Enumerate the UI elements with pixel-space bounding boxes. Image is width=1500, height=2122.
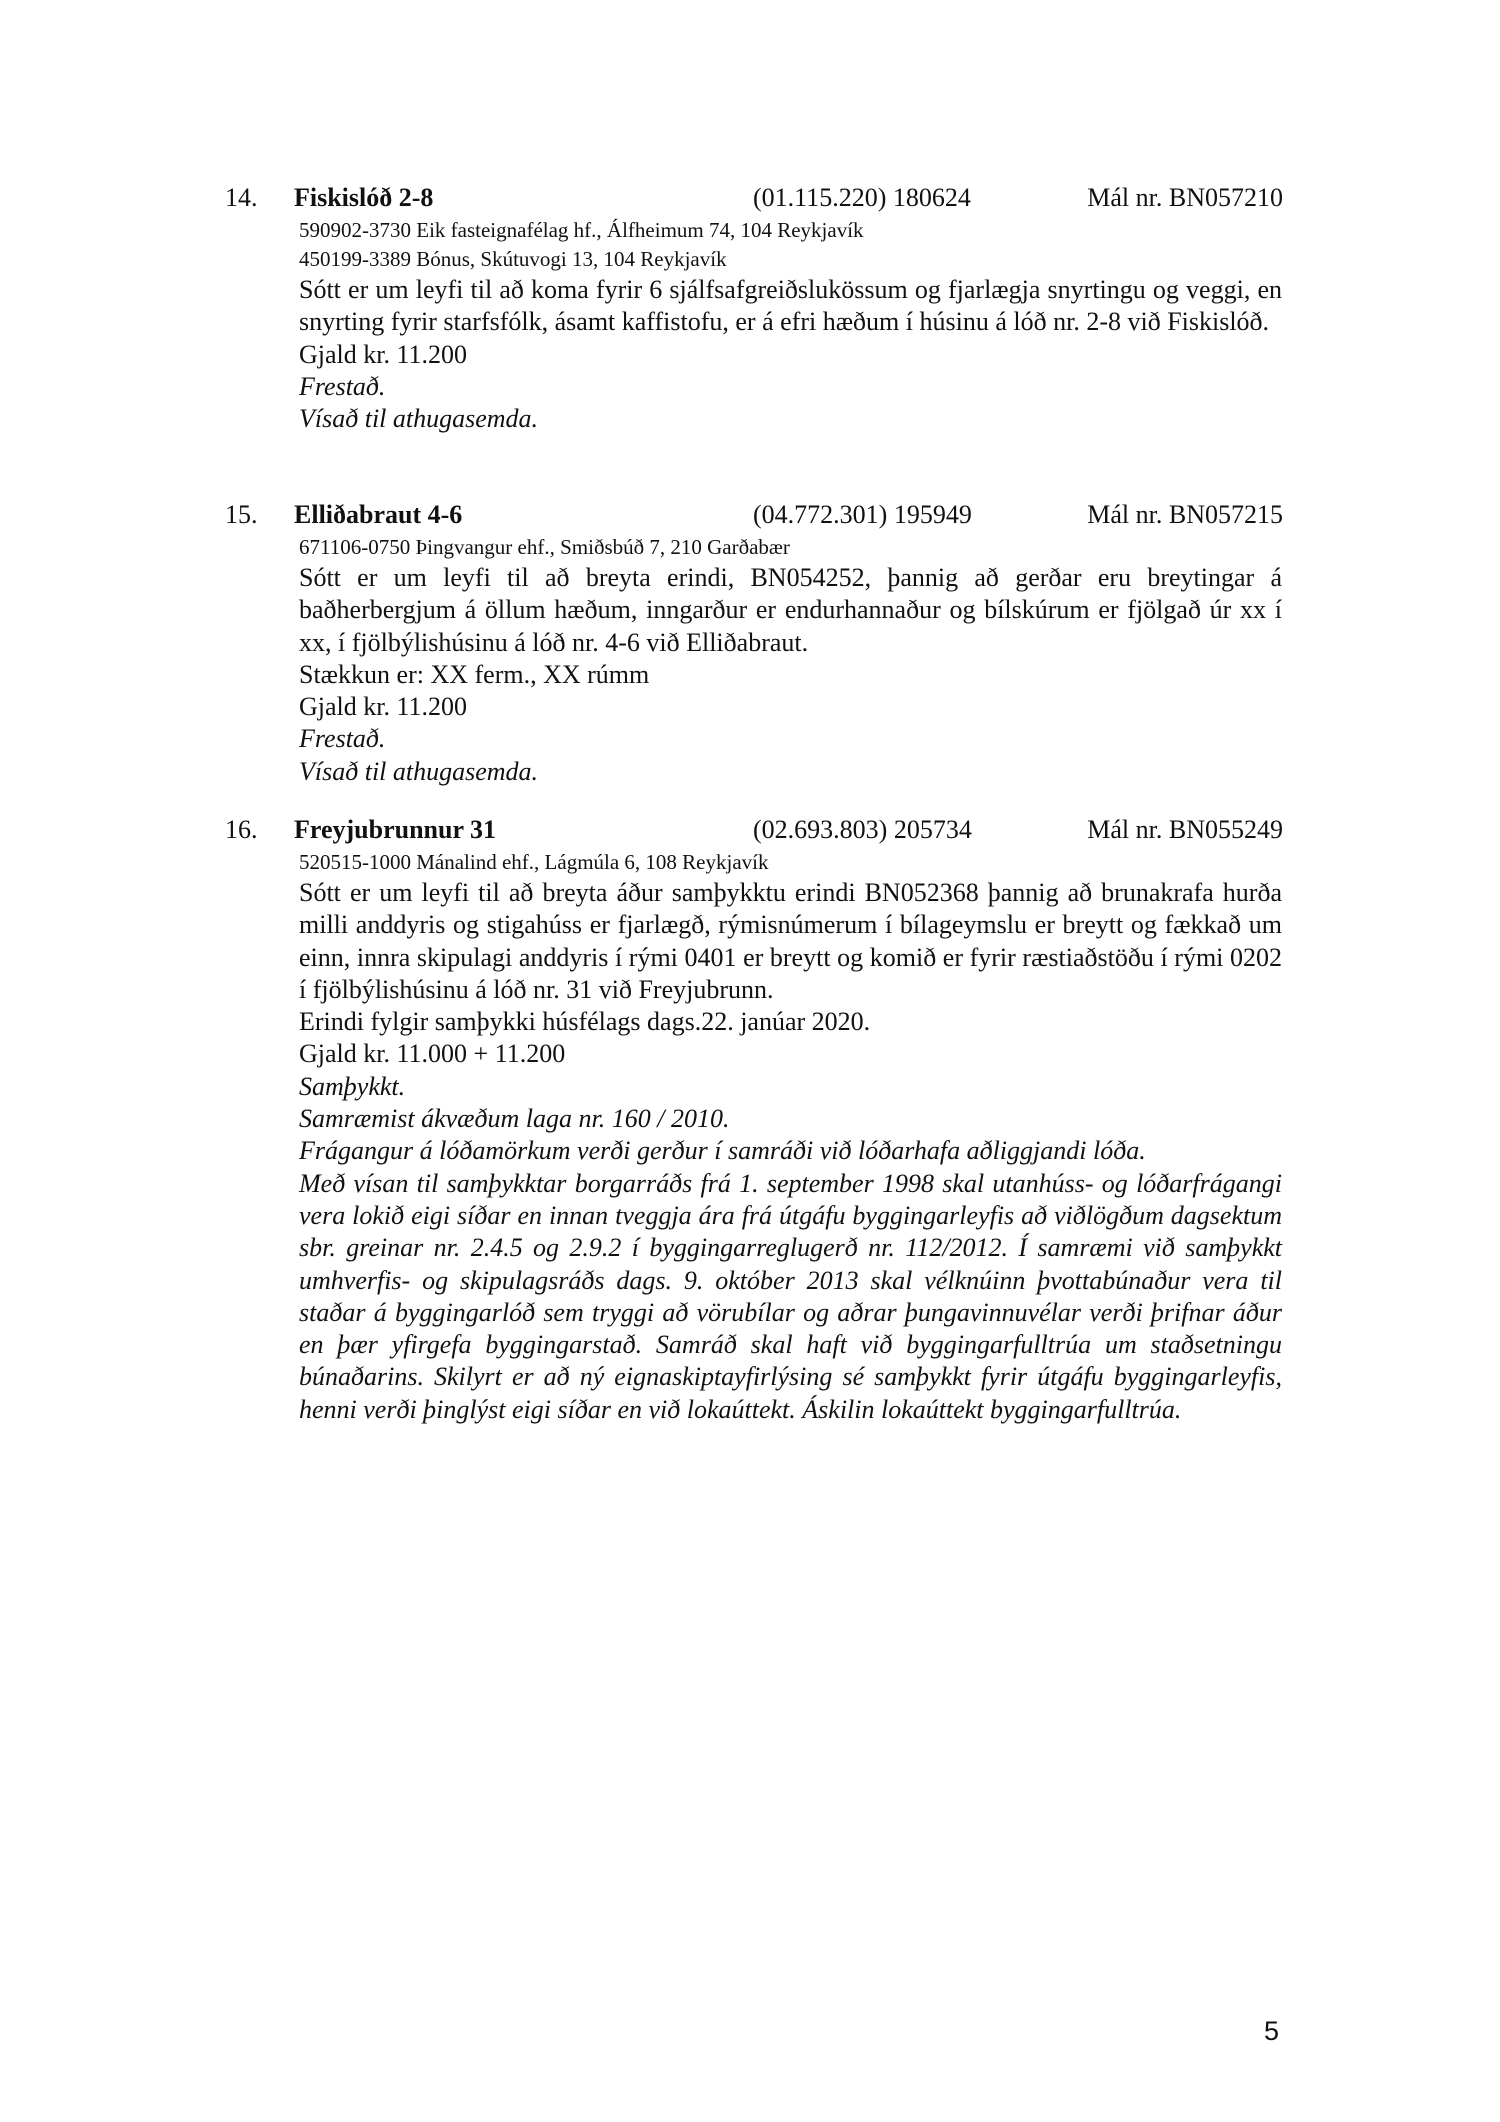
case-header bbox=[225, 812, 1285, 848]
case-number: 16. bbox=[225, 815, 258, 844]
case-reference: Mál nr. BN057215 bbox=[1087, 500, 1283, 529]
decision-line: Frestað. bbox=[299, 371, 386, 401]
case-number: 15. bbox=[225, 500, 258, 529]
case-15 bbox=[225, 497, 1285, 788]
decision-line: Frestað. bbox=[299, 724, 386, 754]
fee-line: Gjald kr. 11.200 bbox=[299, 692, 468, 722]
applicant-line: 450199-3389 Bónus, Skútuvogi 13, 104 Reykjavík bbox=[299, 247, 727, 271]
case-body bbox=[299, 848, 1282, 1426]
case-header bbox=[225, 497, 1285, 533]
land-id: (02.693.803) 205734 bbox=[753, 815, 972, 844]
case-number: 14. bbox=[225, 183, 258, 212]
case-description: Sótt er um leyfi til að koma fyrir 6 sjálfsafgreiðslukössum og fjarlægja snyrtingu og veggi, en snyrting fyrir starfsfólk, ásamt kaffistofu, er á efri hæðum í húsinu á lóð nr. 2-8 við Fiskislóð. bbox=[299, 275, 1282, 337]
remark-line: Vísað til athugasemda. bbox=[299, 756, 539, 786]
fee-line: Gjald kr. 11.200 bbox=[299, 339, 468, 369]
page-number: 5 bbox=[1264, 2016, 1280, 2046]
case-body bbox=[299, 533, 1282, 788]
decision-line: Samþykkt. bbox=[299, 1071, 406, 1101]
case-address: Freyjubrunnur 31 bbox=[294, 815, 497, 844]
case-14 bbox=[225, 180, 1285, 435]
condition-line: Frágangur á lóðamörkum verði gerður í samráði við lóðarhafa aðliggjandi lóða. bbox=[299, 1136, 1146, 1166]
case-header bbox=[225, 180, 1285, 216]
case-address: Fiskislóð 2-8 bbox=[294, 183, 434, 212]
case-description: Sótt er um leyfi til að breyta erindi, BN054252, þannig að gerðar eru breytingar á baðherbergjum á öllum hæðum, inngarður er endurhannaður og bílskúrum er fjölgað úr xx í xx, í fjölbýlishúsinu á lóð nr. 4-6 við Elliðabraut. bbox=[299, 563, 1282, 657]
condition-line: Samræmist ákvæðum laga nr. 160 / 2010. bbox=[299, 1104, 730, 1134]
case-body bbox=[299, 216, 1282, 435]
case-reference: Mál nr. BN055249 bbox=[1087, 815, 1283, 844]
applicant-line: 520515-1000 Mánalind ehf., Lágmúla 6, 108 Reykjavík bbox=[299, 850, 769, 874]
case-address: Elliðabraut 4-6 bbox=[294, 500, 463, 529]
case-description: Sótt er um leyfi til að breyta áður samþykktu erindi BN052368 þannig að brunakrafa hurða milli anddyris og stigahúss er fjarlægð, rýmisnúmerum í bílageymslu er breytt og fækkað um einn, innra skipulagi anddyris í rými 0401 er breytt og komið er fyrir ræstiaðstöðu í rými 0202 í fjölbýlishúsinu á lóð nr. 31 við Freyjubrunn. bbox=[299, 878, 1282, 1004]
enlargement-line: Stækkun er: XX ferm., XX rúmm bbox=[299, 659, 650, 689]
condition-paragraph: Með vísan til samþykktar borgarráðs frá 1. september 1998 skal utanhúss- og lóðarfrágangi vera lokið eigi síðar en innan tveggja ára frá útgáfu byggingarleyfis að viðlögðum dagsektum sbr. greinar nr. 2.4.5 og 2.9.2 í byggingarreglugerð nr. 112/2012. Í samræmi við samþykkt umhverfis- og skipulagsráðs dags. 9. október 2013 skal vélknúinn þvottabúnaður vera til staðar á byggingarlóð sem tryggi að vörubílar og aðrar þungavinnuvélar verði þrifnar áður en þær yfirgefa byggingarstað. Samráð skal haft við byggingarfulltrúa um staðsetningu búnaðarins. Skilyrt er að ný eignaskiptayfirlýsing sé samþykkt fyrir útgáfu byggingarleyfis, henni verði þinglýst eigi síðar en við lokaúttekt. Áskilin lokaúttekt byggingarfulltrúa. bbox=[299, 1168, 1282, 1424]
applicant-line: 590902-3730 Eik fasteignafélag hf., Álfheimum 74, 104 Reykjavík bbox=[299, 218, 864, 242]
case-reference: Mál nr. BN057210 bbox=[1087, 183, 1283, 212]
land-id: (01.115.220) 180624 bbox=[753, 183, 971, 212]
case-16 bbox=[225, 812, 1285, 1426]
applicant-line: 671106-0750 Þingvangur ehf., Smiðsbúð 7, 210 Garðabær bbox=[299, 535, 790, 559]
remark-line: Vísað til athugasemda. bbox=[299, 404, 539, 434]
attachment-line: Erindi fylgir samþykki húsfélags dags.22. janúar 2020. bbox=[299, 1007, 871, 1037]
land-id: (04.772.301) 195949 bbox=[753, 500, 972, 529]
fee-line: Gjald kr. 11.000 + 11.200 bbox=[299, 1039, 566, 1069]
